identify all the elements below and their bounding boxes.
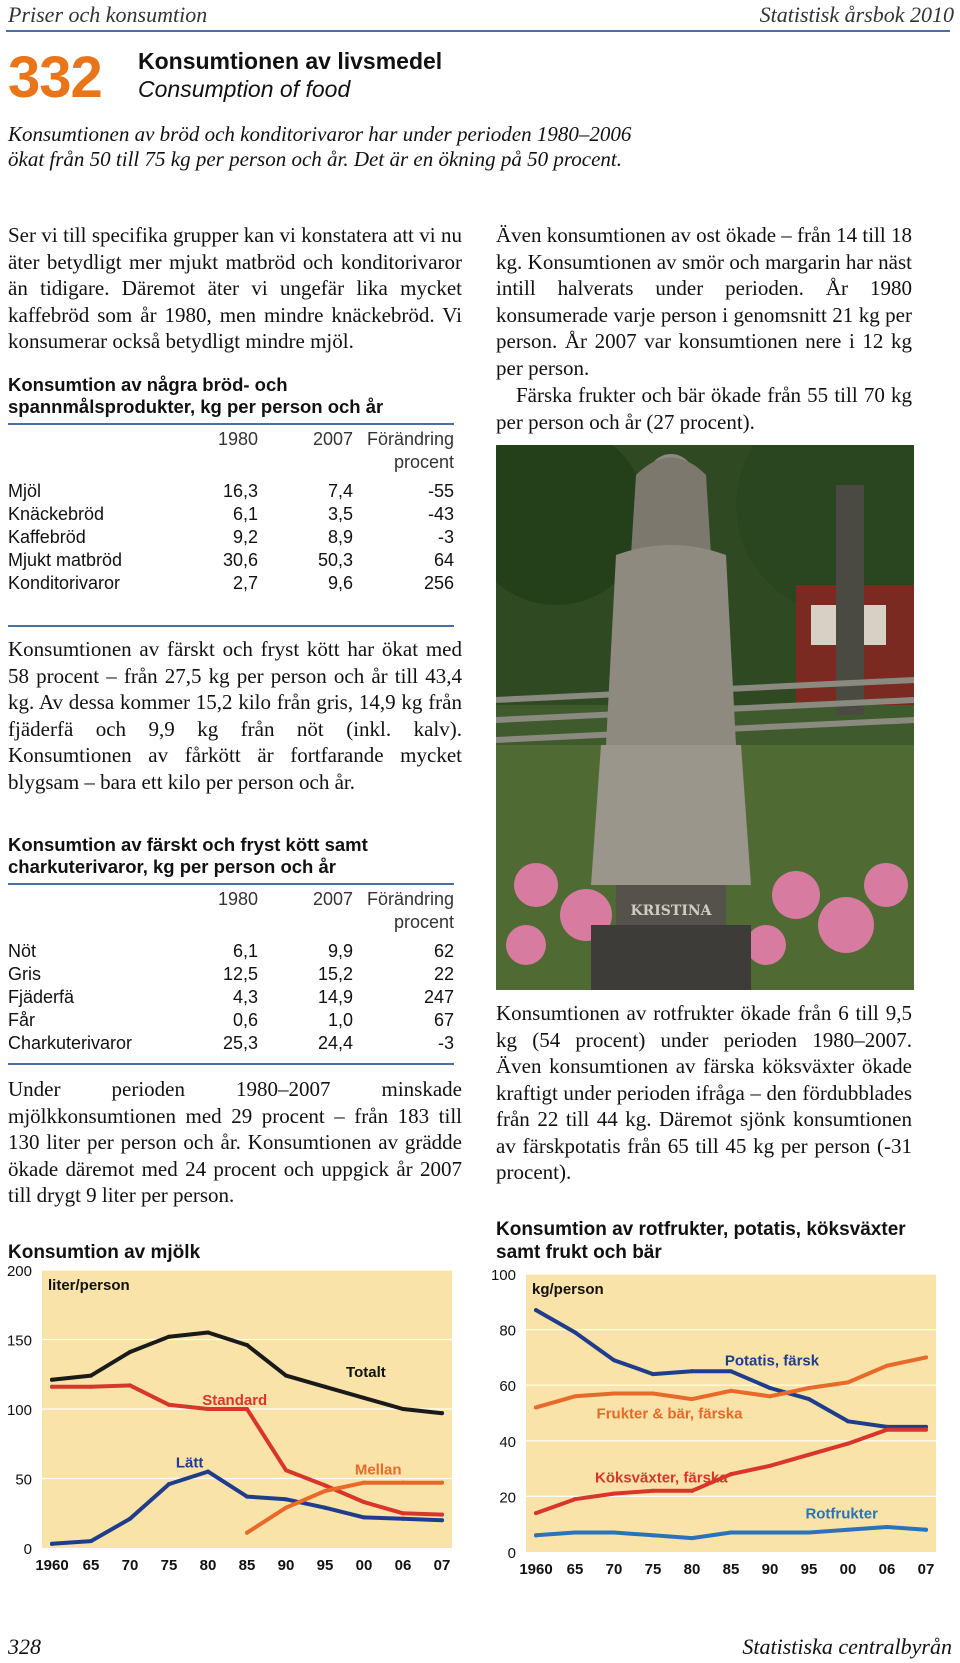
y-tick-label: 150: [6, 1332, 32, 1350]
intro-paragraph: Konsumtionen av bröd och konditorivaror har under perioden 1980–2006 ökat från 50 till 75 kg per person och år. Det är en ökning på 50 procent.: [8, 122, 632, 171]
chart-milk-title: Konsumtion av mjölk: [8, 1242, 201, 1263]
data-point: [167, 1482, 171, 1486]
data-point: [128, 1350, 132, 1354]
y-tick-label: 100: [490, 1268, 516, 1284]
table-meat-title: Konsumtion av färskt och fryst kött samt charkuterivaror, kg per person och år: [8, 834, 368, 877]
data-point: [651, 1372, 655, 1376]
table-row: [8, 503, 454, 526]
data-point: [573, 1394, 577, 1398]
cell-change: -43: [427, 504, 454, 524]
series-label: Frukter & bär, färska: [596, 1405, 743, 1423]
table-row: [8, 963, 454, 986]
data-point: [612, 1492, 616, 1496]
col-header-change-line2: procent: [393, 452, 454, 472]
data-point: [690, 1489, 694, 1493]
data-point: [651, 1489, 655, 1493]
cell-2007: 50,3: [317, 550, 353, 570]
col-header-2007: 2007: [312, 429, 353, 449]
data-point: [612, 1392, 616, 1396]
data-point: [768, 1394, 772, 1398]
paragraph-meat: Konsumtionen av färskt och fryst kött har ökat med 58 procent – från 27,5 kg per person och år till 43,4 kg. Av dessa kommer 15,2 kilo från gris, 14,9 kg från fjäderfä och 9,9 kg från nöt (inkl. kalv). Konsumtionen av fårkött är fortfarande mycket blygsam – bara ett kilo per person och år.: [8, 637, 462, 794]
y-tick-label: 20: [499, 1489, 516, 1507]
data-point: [245, 1495, 249, 1499]
x-tick-label: 95: [800, 1561, 818, 1578]
cell-change: 247: [423, 987, 454, 1007]
x-tick-label: 90: [277, 1557, 295, 1574]
col-header-1980: 1980: [217, 889, 258, 909]
row-label: Mjukt matbröd: [8, 550, 123, 570]
x-tick-label: 95: [316, 1557, 334, 1574]
running-header-left: Priser och konsumtion: [8, 2, 208, 27]
cell-1980: 16,3: [222, 481, 258, 501]
series-label: Potatis, färsk: [724, 1352, 820, 1370]
publisher-name: Statistiska centralbyrån: [742, 1634, 952, 1659]
data-point: [128, 1517, 132, 1521]
cell-2007: 7,4: [327, 481, 353, 501]
row-label: Gris: [8, 964, 41, 984]
data-point: [245, 1343, 249, 1347]
table-meat: [8, 888, 454, 1055]
data-point: [440, 1481, 444, 1485]
y-tick-label: 200: [6, 1264, 32, 1280]
y-tick-label: 100: [6, 1402, 32, 1419]
data-point: [924, 1355, 928, 1359]
cell-1980: 2,7: [232, 573, 258, 593]
row-label: Kaffebröd: [8, 527, 86, 547]
data-point: [885, 1525, 889, 1529]
cell-1980: 9,2: [232, 527, 258, 547]
cell-2007: 15,2: [317, 964, 353, 984]
data-point: [534, 1308, 538, 1312]
data-point: [729, 1472, 733, 1476]
table-bread: [8, 428, 454, 595]
series-label: Mellan: [354, 1461, 402, 1479]
data-point: [807, 1453, 811, 1457]
table-bread-title: Konsumtion av några bröd- och spannmålsprodukter, kg per person och år: [8, 374, 384, 417]
table-bread-bottom-rule: [8, 625, 454, 627]
y-tick-label: 60: [499, 1378, 516, 1396]
cell-change: -55: [427, 481, 454, 501]
cell-2007: 8,9: [327, 527, 353, 547]
table-row: [8, 549, 454, 572]
data-point: [651, 1392, 655, 1396]
col-header-change-line2: procent: [393, 912, 454, 932]
y-tick-label: 50: [15, 1471, 32, 1489]
table-header-row: [8, 428, 454, 474]
cell-change: 22: [433, 964, 454, 984]
table-header-row: [8, 888, 454, 934]
row-label: Nöt: [8, 941, 37, 961]
series-label: Standard: [202, 1391, 268, 1409]
data-point: [440, 1518, 444, 1522]
page-number: 328: [8, 1634, 41, 1659]
cell-1980: 12,5: [222, 964, 258, 984]
x-tick-label: 75: [644, 1561, 662, 1578]
paragraph-fruit: Färska frukter och bär ökade från 55 till 70 kg per person och år (27 procent).: [496, 383, 912, 434]
data-point: [50, 1378, 54, 1382]
col-header-change-line1: Förändring: [366, 889, 454, 909]
x-tick-label: 85: [722, 1561, 740, 1578]
data-point: [401, 1511, 405, 1515]
section-number: 332: [8, 45, 102, 110]
photo-statue: [496, 445, 914, 990]
cell-1980: 6,1: [232, 941, 258, 961]
data-point: [323, 1506, 327, 1510]
data-point: [89, 1374, 93, 1378]
table-row: [8, 526, 454, 549]
x-tick-label: 07: [433, 1557, 451, 1574]
data-point: [807, 1531, 811, 1535]
data-point: [401, 1517, 405, 1521]
cell-2007: 9,9: [327, 941, 353, 961]
cell-2007: 1,0: [327, 1010, 353, 1030]
data-point: [323, 1385, 327, 1389]
statue-plaque-text: KRISTINA: [630, 903, 712, 919]
data-point: [885, 1428, 889, 1432]
row-label: Mjöl: [8, 481, 42, 501]
table-meat-top-rule: [8, 883, 454, 885]
data-point: [206, 1470, 210, 1474]
x-tick-label: 1960: [35, 1557, 69, 1574]
table-row: [8, 986, 454, 1009]
data-point: [89, 1385, 93, 1389]
data-point: [846, 1380, 850, 1384]
table-meat-bottom-rule: [8, 1063, 454, 1065]
data-point: [729, 1531, 733, 1535]
data-point: [690, 1536, 694, 1540]
data-point: [729, 1389, 733, 1393]
cell-2007: 3,5: [327, 504, 353, 524]
cell-change: 256: [423, 573, 454, 593]
data-point: [440, 1513, 444, 1517]
y-tick-label: 0: [507, 1545, 516, 1562]
col-header-1980: 1980: [217, 429, 258, 449]
x-tick-label: 1960: [519, 1561, 553, 1578]
row-label: Fjäderfä: [8, 987, 75, 1007]
x-tick-label: 65: [566, 1561, 584, 1578]
y-tick-label: 80: [499, 1322, 516, 1340]
x-tick-label: 65: [82, 1557, 100, 1574]
statue-illustration: [496, 445, 914, 990]
paragraph-milk: Under perioden 1980–2007 minskade mjölkkonsumtionen med 29 procent – från 183 till 130 liter per person och år. Konsumtionen av grädde ökade däremot med 24 procent och uppgick år 2007 till drygt 9 liter per person.: [8, 1077, 462, 1207]
y-tick-label: 40: [499, 1433, 516, 1451]
data-point: [362, 1396, 366, 1400]
data-point: [924, 1528, 928, 1532]
data-point: [768, 1531, 772, 1535]
row-label: Konditorivaror: [8, 573, 121, 593]
series-label: Lätt: [175, 1454, 204, 1472]
data-point: [440, 1411, 444, 1415]
data-point: [362, 1481, 366, 1485]
data-point: [885, 1364, 889, 1368]
data-point: [768, 1464, 772, 1468]
data-point: [690, 1369, 694, 1373]
data-point: [534, 1511, 538, 1515]
data-point: [534, 1405, 538, 1409]
x-tick-label: 85: [238, 1557, 256, 1574]
data-point: [573, 1531, 577, 1535]
data-point: [401, 1481, 405, 1485]
header-rule: [6, 30, 950, 32]
cell-2007: 14,9: [317, 987, 353, 1007]
chart-produce: [488, 1268, 960, 1598]
data-point: [206, 1331, 210, 1335]
x-tick-label: 06: [878, 1561, 896, 1578]
x-tick-label: 70: [605, 1561, 623, 1578]
data-point: [807, 1386, 811, 1390]
data-point: [128, 1383, 132, 1387]
data-point: [573, 1497, 577, 1501]
data-point: [284, 1497, 288, 1501]
x-tick-label: 06: [394, 1557, 412, 1574]
cell-1980: 6,1: [232, 504, 258, 524]
x-tick-label: 80: [199, 1557, 217, 1574]
x-tick-label: 90: [761, 1561, 779, 1578]
row-label: Knäckebröd: [8, 504, 105, 524]
data-point: [573, 1330, 577, 1334]
table-row: [8, 572, 454, 595]
x-tick-label: 80: [683, 1561, 701, 1578]
x-tick-label: 07: [917, 1561, 935, 1578]
data-point: [612, 1358, 616, 1362]
y-axis-label: kg/person: [532, 1281, 604, 1298]
paragraph-bread: Ser vi till specifika grupper kan vi konstatera att vi nu äter betydligt mer mjukt matbröd och konditorivaror än tidigare. Däremot äter vi ungefär lika mycket kaffebröd som år 1980, men mindre knäckebröd. Vi konsumerar också betydligt mindre mjöl.: [8, 223, 462, 353]
cell-change: -3: [437, 1033, 454, 1053]
x-tick-label: 75: [160, 1557, 178, 1574]
cell-2007: 24,4: [317, 1033, 353, 1053]
data-point: [284, 1506, 288, 1510]
x-tick-label: 00: [355, 1557, 373, 1574]
data-point: [89, 1539, 93, 1543]
data-point: [651, 1533, 655, 1537]
data-point: [284, 1374, 288, 1378]
data-point: [924, 1428, 928, 1432]
series-label: Rotfrukter: [805, 1505, 878, 1523]
data-point: [167, 1335, 171, 1339]
data-point: [323, 1483, 327, 1487]
row-label: Charkuterivaror: [8, 1033, 133, 1053]
cell-1980: 25,3: [222, 1033, 258, 1053]
data-point: [401, 1407, 405, 1411]
table-row: [8, 940, 454, 963]
data-point: [612, 1531, 616, 1535]
data-point: [245, 1531, 249, 1535]
row-label: Får: [8, 1010, 35, 1030]
cell-change: 62: [433, 941, 454, 961]
table-row: [8, 1032, 454, 1055]
col-header-change: [353, 888, 454, 934]
data-point: [768, 1386, 772, 1390]
paragraph-cheese: Även konsumtionen av ost ökade – från 14 till 18 kg. Konsumtionen av smör och margarin har näst intill halverats under perioden. År 1980 konsumerade varje person i genomsnitt 21 kg per person. År 2007 var konsumtionen nere i 12 kg per person.: [496, 223, 912, 380]
running-header-right: Statistisk årsbok 2010: [759, 2, 954, 27]
data-point: [50, 1542, 54, 1546]
col-header-change-line1: Förändring: [366, 429, 454, 449]
cell-1980: 30,6: [222, 550, 258, 570]
section-title-sv: Konsumtionen av livsmedel: [138, 48, 443, 74]
y-axis-label: liter/person: [48, 1277, 130, 1294]
x-tick-label: 70: [121, 1557, 139, 1574]
series-label: Köksväxter, färska: [595, 1469, 728, 1487]
cell-change: 64: [433, 550, 454, 570]
x-tick-label: 00: [839, 1561, 857, 1578]
cell-change: 67: [433, 1010, 454, 1030]
section-title-en: Consumption of food: [138, 76, 351, 102]
table-row: [8, 1009, 454, 1032]
chart-produce-title: Konsumtion av rotfrukter, potatis, köksväxter samt frukt och bär: [496, 1219, 906, 1263]
data-point: [846, 1442, 850, 1446]
y-tick-label: 0: [23, 1541, 32, 1558]
table-bread-top-rule: [8, 423, 454, 425]
data-point: [534, 1533, 538, 1537]
cell-2007: 9,6: [327, 573, 353, 593]
series-label: Totalt: [346, 1364, 386, 1382]
data-point: [729, 1369, 733, 1373]
data-point: [690, 1397, 694, 1401]
col-header-change: [353, 428, 454, 474]
data-point: [323, 1489, 327, 1493]
chart-milk: [0, 1264, 470, 1594]
data-point: [846, 1419, 850, 1423]
cell-1980: 4,3: [232, 987, 258, 1007]
col-header-2007: 2007: [312, 889, 353, 909]
data-point: [362, 1500, 366, 1504]
cell-1980: 0,6: [232, 1010, 258, 1030]
data-point: [362, 1515, 366, 1519]
paragraph-roots: Konsumtionen av rotfrukter ökade från 6 till 9,5 kg (54 procent) under perioden 1980–2007. Även konsumtionen av färska köksväxter ökade kraftigt under perioden ifråga – den fördubblades från 22 till 44 kg. Däremot sjönk konsumtionen av färskpotatis från 65 till 45 kg per person (-31 procent).: [496, 1001, 912, 1184]
data-point: [167, 1403, 171, 1407]
data-point: [846, 1528, 850, 1532]
cell-change: -3: [437, 527, 454, 547]
data-point: [284, 1468, 288, 1472]
table-row: [8, 480, 454, 503]
data-point: [807, 1397, 811, 1401]
data-point: [50, 1385, 54, 1389]
